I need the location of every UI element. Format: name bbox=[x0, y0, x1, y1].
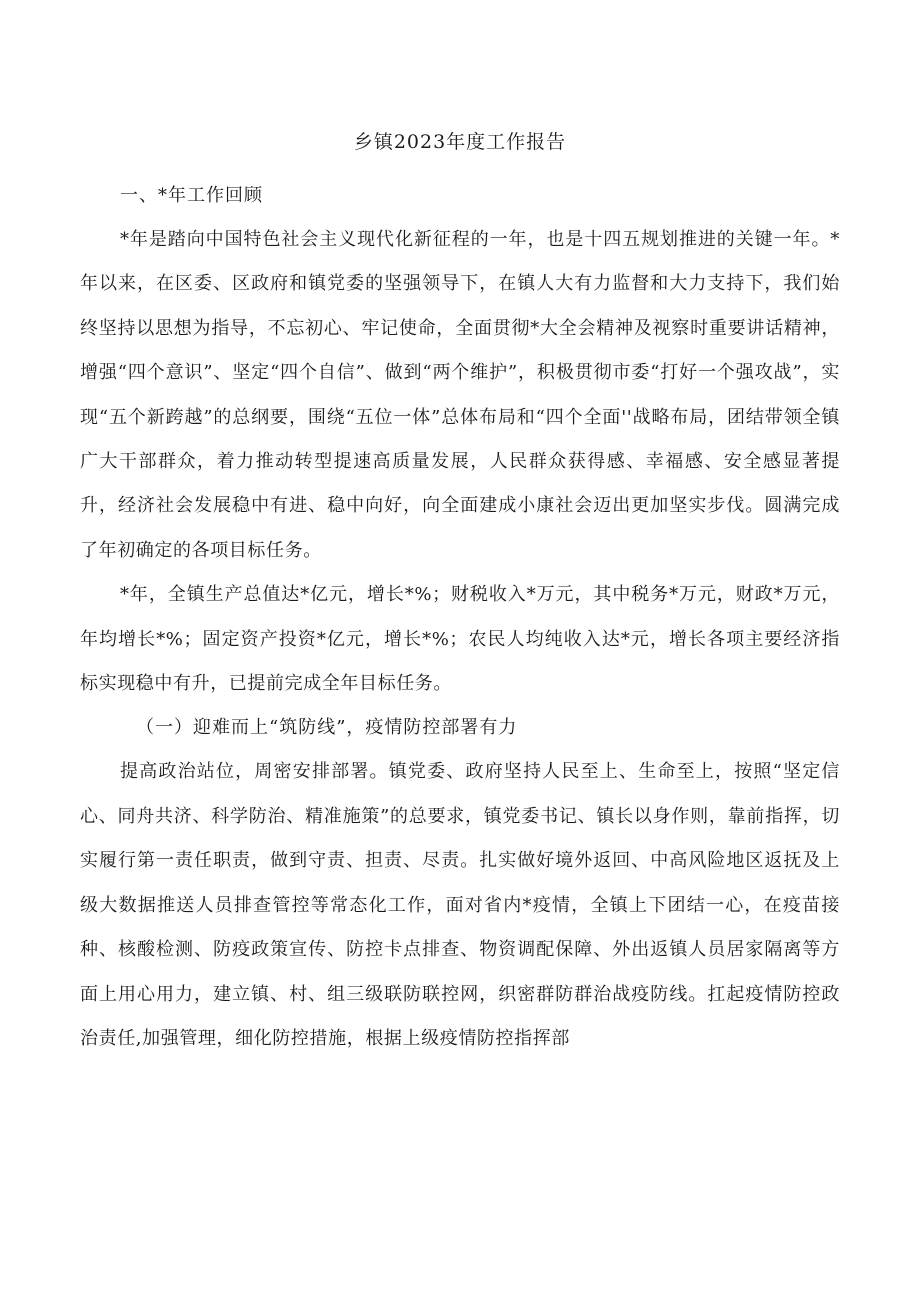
paragraph: 提高政治站位，周密安排部署。镇党委、政府坚持人民至上、生命至上，按照“坚定信心、同舟共济、科学防治、精准施策”的总要求，镇党委书记、镇长以身作则，靠前指挥，切实履行第一责任职责，做到守责、担责、尽责。扎实做好境外返回、中高风险地区返抚及上级大数据推送人员排查管控等常态化工作，面对省内*疫情，全镇上下团结一心，在疫苗接种、核酸检测、防疫政策宣传、防控卡点排查、物资调配保障、外出返镇人员居家隔离等方面上用心用力，建立镇、村、组三级联防联控网，织密群防群治战疫防线。扛起疫情防控政治责任,加强管理，细化防控措施，根据上级疫情防控指挥部 bbox=[80, 761, 840, 1049]
paragraph: *年，全镇生产总值达*亿元，增长*%；财税收入*万元，其中税务*万元，财政*万元，年均增长*%；固定资产投资*亿元，增长*%；农民人均纯收入达*元，增长各项主要经济指标实现稳中有升，已提前完成全年目标任务。 bbox=[80, 584, 840, 695]
document-body bbox=[80, 174, 840, 1061]
section-heading: 一、*年工作回顾 bbox=[120, 185, 263, 206]
subsection-heading: （一）迎难而上“筑防线”，疫情防控部署有力 bbox=[136, 717, 518, 739]
document-title: 乡镇2023年度工作报告 bbox=[353, 131, 567, 153]
paragraph: *年是踏向中国特色社会主义现代化新征程的一年，也是十四五规划推进的关键一年。*年以来，在区委、区政府和镇党委的坚强领导下，在镇人大有力监督和大力支持下，我们始终坚持以思想为指导，不忘初心、牢记使命，全面贯彻*大全会精神及视察时重要讲话精神，增强“四个意识”、坚定“四个自信”、做到“两个维护”，积极贯彻市委“打好一个强攻战”，实现“五个新跨越”的总纲要，围绕“五位一体”总体布局和“四个全面''战略布局，团结带领全镇广大干部群众，着力推动转型提速高质量发展，人民群众获得感、幸福感、安全感显著提升，经济社会发展稳中有进、稳中向好，向全面建成小康社会迈出更加坚实步伐。圆满完成了年初确定的各项目标任务。 bbox=[80, 229, 840, 561]
